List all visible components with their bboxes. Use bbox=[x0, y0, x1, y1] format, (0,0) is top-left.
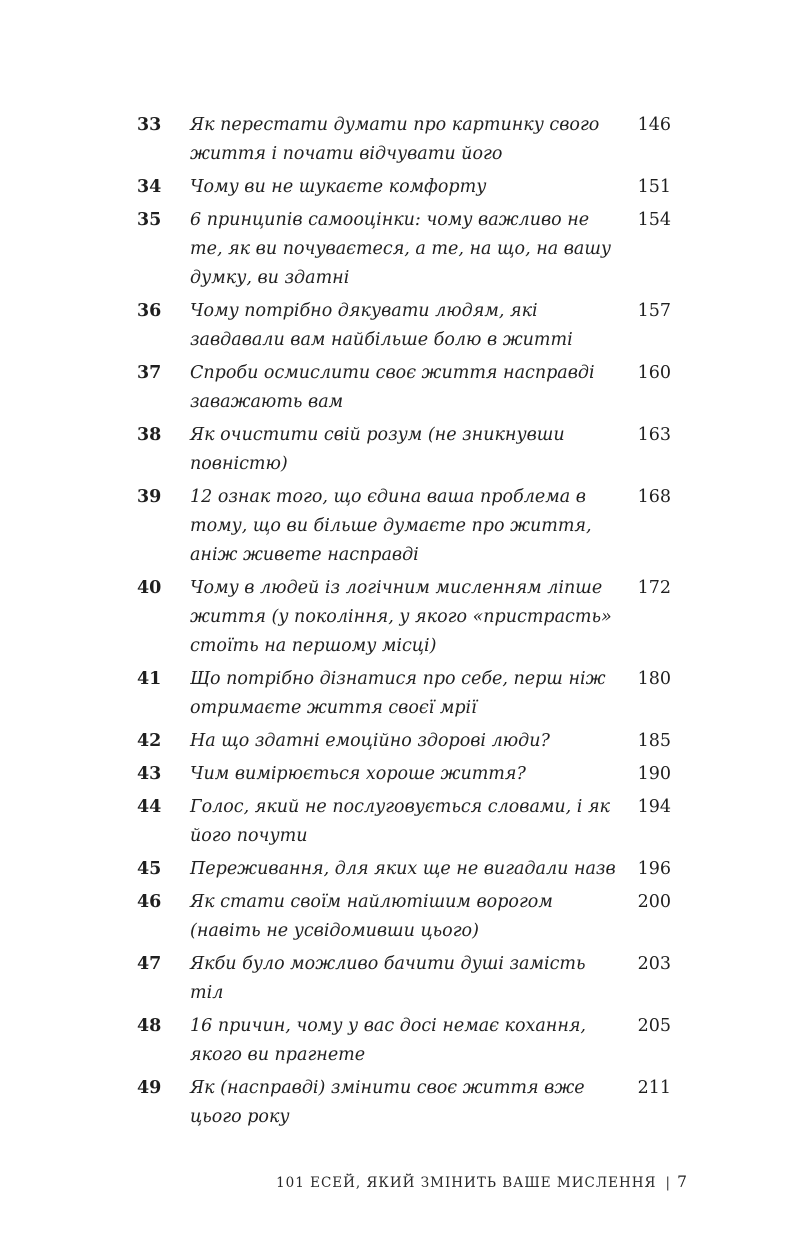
chapter-title: Чому ви не шукаєте комфорту bbox=[190, 177, 487, 197]
chapter-page-number: 190 bbox=[637, 764, 671, 784]
chapter-number: 47 bbox=[137, 954, 162, 974]
chapter-title: Чим вимірюється хороше життя? bbox=[190, 764, 526, 784]
chapter-page-number: 163 bbox=[637, 425, 671, 445]
chapter-title: Як перестати думати про картинку свого життя і почати відчувати його bbox=[190, 115, 600, 164]
chapter-title: Що потрібно дізнатися про себе, перш ніж отримаєте життя своєї мрії bbox=[190, 669, 606, 718]
chapter-page-number: 185 bbox=[637, 731, 671, 751]
chapter-page-number: 172 bbox=[637, 578, 671, 598]
footer-separator: | bbox=[665, 1175, 671, 1191]
chapter-number: 42 bbox=[137, 731, 162, 751]
chapter-title: Спроби осмислити своє життя насправді заважають вам bbox=[190, 363, 595, 412]
chapter-number: 48 bbox=[137, 1016, 162, 1036]
toc-entry bbox=[137, 855, 671, 884]
chapter-page-number: 154 bbox=[637, 210, 671, 230]
toc-entry bbox=[137, 760, 671, 789]
toc-entry bbox=[137, 888, 671, 946]
chapter-number: 41 bbox=[137, 669, 162, 689]
chapter-title: 12 ознак того, що єдина ваша проблема в тому, що ви більше думаєте про життя, аніж живете насправді bbox=[190, 487, 592, 565]
chapter-page-number: 211 bbox=[637, 1078, 671, 1098]
chapter-page-number: 205 bbox=[637, 1016, 671, 1036]
toc-entry bbox=[137, 483, 671, 570]
chapter-title: Як стати своїм найлютішим ворогом (навіть не усвідомивши цього) bbox=[190, 892, 553, 941]
chapter-title: Чому потрібно дякувати людям, які завдавали вам найбільше болю в житті bbox=[190, 301, 573, 350]
chapter-title: Голос, який не послуговується словами, і як його почути bbox=[190, 797, 611, 846]
toc-entry bbox=[137, 574, 671, 661]
chapter-number: 37 bbox=[137, 363, 162, 383]
chapter-number: 36 bbox=[137, 301, 162, 321]
chapter-page-number: 194 bbox=[637, 797, 671, 817]
toc-entry bbox=[137, 297, 671, 355]
chapter-title: 6 принципів самооцінки: чому важливо не те, як ви почуваєтеся, а те, на що, на вашу думку, ви здатні bbox=[190, 210, 612, 288]
toc-list bbox=[137, 111, 671, 1136]
chapter-number: 46 bbox=[137, 892, 162, 912]
chapter-number: 35 bbox=[137, 210, 162, 230]
chapter-page-number: 180 bbox=[637, 669, 671, 689]
chapter-page-number: 200 bbox=[637, 892, 671, 912]
toc-entry bbox=[137, 793, 671, 851]
chapter-page-number: 157 bbox=[637, 301, 671, 321]
chapter-page-number: 196 bbox=[637, 859, 671, 879]
chapter-page-number: 168 bbox=[637, 487, 671, 507]
toc-entry bbox=[137, 421, 671, 479]
toc-entry bbox=[137, 665, 671, 723]
chapter-number: 49 bbox=[137, 1078, 162, 1098]
chapter-title: На що здатні емоційно здорові люди? bbox=[190, 731, 550, 751]
chapter-page-number: 146 bbox=[637, 115, 671, 135]
toc-entry bbox=[137, 206, 671, 293]
toc-entry bbox=[137, 1074, 671, 1132]
chapter-number: 45 bbox=[137, 859, 162, 879]
toc-entry bbox=[137, 111, 671, 169]
chapter-title: 16 причин, чому у вас досі немає кохання, якого ви прагнете bbox=[190, 1016, 586, 1065]
footer-page-number: 7 bbox=[677, 1173, 687, 1191]
chapter-title: Якби було можливо бачити душі замість тіл bbox=[190, 954, 586, 1003]
chapter-number: 34 bbox=[137, 177, 162, 197]
chapter-number: 43 bbox=[137, 764, 162, 784]
chapter-number: 44 bbox=[137, 797, 162, 817]
chapter-title: Як очистити свій розум (не зникнувши повністю) bbox=[190, 425, 565, 474]
chapter-number: 40 bbox=[137, 578, 162, 598]
page-footer bbox=[276, 1172, 687, 1193]
chapter-number: 39 bbox=[137, 487, 162, 507]
chapter-title: Як (насправді) змінити своє життя вже цього року bbox=[190, 1078, 585, 1127]
running-title: 101 ЕСЕЙ, ЯКИЙ ЗМІНИТЬ ВАШЕ МИСЛЕННЯ bbox=[276, 1175, 657, 1191]
toc-entry bbox=[137, 359, 671, 417]
toc-entry bbox=[137, 173, 671, 202]
chapter-title: Переживання, для яких ще не вигадали назв bbox=[190, 859, 616, 879]
chapter-number: 38 bbox=[137, 425, 162, 445]
toc-entry bbox=[137, 1012, 671, 1070]
toc-entry bbox=[137, 950, 671, 1008]
chapter-page-number: 151 bbox=[637, 177, 671, 197]
chapter-title: Чому в людей із логічним мисленням ліпше життя (у покоління, у якого «пристрасть» стоїть на першому місці) bbox=[190, 578, 612, 656]
chapter-number: 33 bbox=[137, 115, 162, 135]
chapter-page-number: 160 bbox=[637, 363, 671, 383]
toc-entry bbox=[137, 727, 671, 756]
chapter-page-number: 203 bbox=[637, 954, 671, 974]
